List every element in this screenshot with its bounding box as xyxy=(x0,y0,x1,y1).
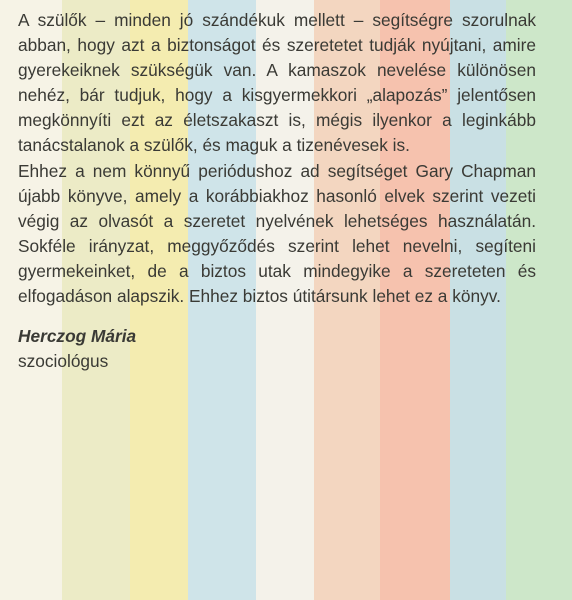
paragraph-2: Ehhez a nem könnyű periódushoz ad segítséget Gary Chapman újabb könyve, amely a korábbiakhoz hasonló elvek szerint vezeti végig az olvasót a szeretet nyelvének lehetséges használatán. Sokféle irányzat, meggyőződés szerint lehet nevelni, segíteni gyermekeinket, de a biztos utak mindegyike a szereteten és elfogadáson alapszik. Ehhez biztos útitársunk lehet ez a könyv. xyxy=(18,161,536,306)
author-title: szociológus xyxy=(18,351,109,371)
author-block xyxy=(18,324,536,374)
paragraph-1: A szülők – minden jó szándékuk mellett – segítségre szorulnak abban, hogy azt a biztonságot és szeretetet tudják nyújtani, amire gyerekeiknek szükségük van. A kamaszok nevelése különösen nehéz, bár tudjuk, hogy a kisgyermekkori „alapozás” jelentősen megkönnyíti ezt az életszakaszt is, mégis ilyenkor a leginkább tanácstalanok a szülők, és maguk a tizenévesek is. xyxy=(18,10,536,155)
author-name: Herczog Mária xyxy=(18,326,137,346)
back-cover-text xyxy=(18,8,536,374)
